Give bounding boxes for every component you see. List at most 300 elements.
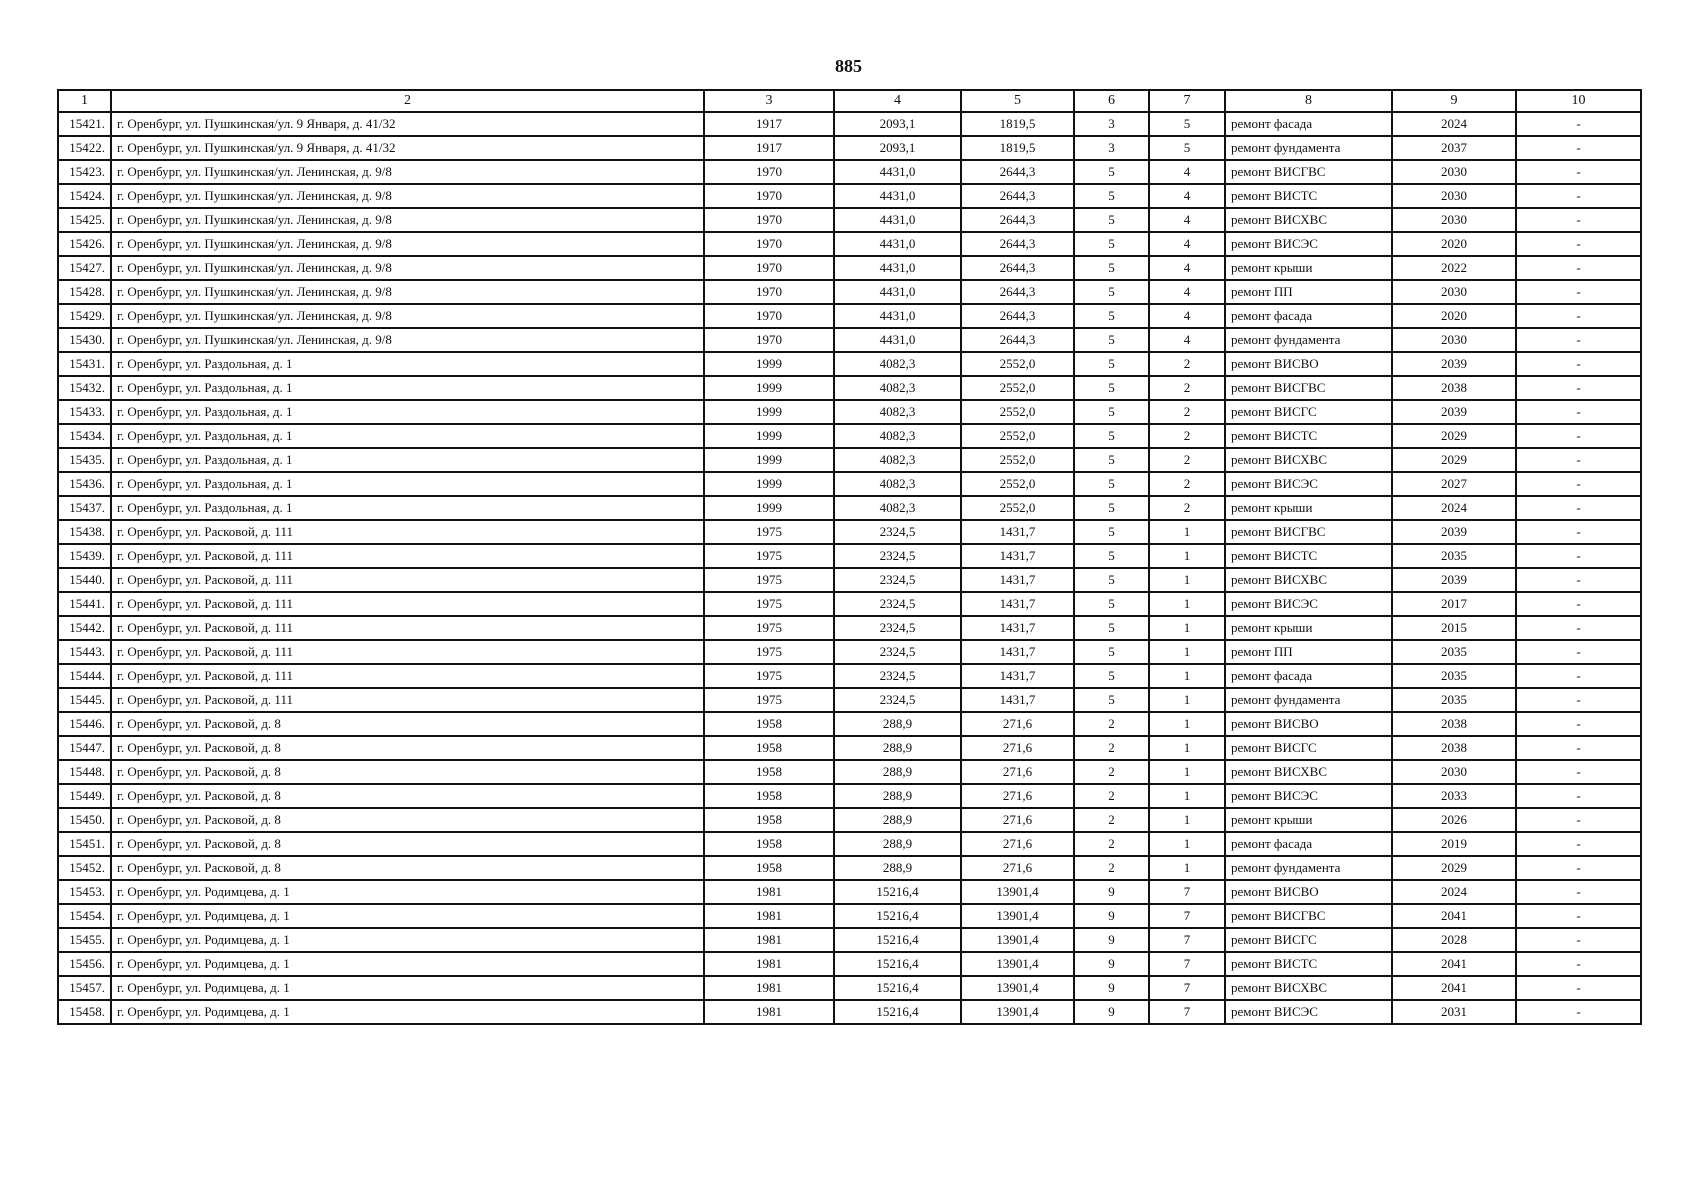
year-cell: 1999 [704, 472, 834, 496]
total-area-cell: 15216,4 [834, 1000, 961, 1024]
year-cell: 1975 [704, 616, 834, 640]
floors-cell: 5 [1074, 568, 1149, 592]
address-cell: г. Оренбург, ул. Расковой, д. 111 [111, 688, 704, 712]
note-cell: - [1516, 616, 1641, 640]
table-row [58, 544, 1641, 568]
row-number-cell: 15434. [58, 424, 111, 448]
floors-cell: 5 [1074, 184, 1149, 208]
row-number-cell: 15455. [58, 928, 111, 952]
work-type-cell: ремонт ВИСВО [1225, 880, 1392, 904]
address-cell: г. Оренбург, ул. Расковой, д. 111 [111, 544, 704, 568]
row-number-cell: 15458. [58, 1000, 111, 1024]
year-cell: 1970 [704, 184, 834, 208]
living-area-cell: 13901,4 [961, 904, 1074, 928]
note-cell: - [1516, 880, 1641, 904]
plan-year-cell: 2020 [1392, 232, 1516, 256]
entrances-cell: 1 [1149, 568, 1225, 592]
row-number-cell: 15453. [58, 880, 111, 904]
row-number-cell: 15423. [58, 160, 111, 184]
living-area-cell: 271,6 [961, 784, 1074, 808]
floors-cell: 5 [1074, 304, 1149, 328]
plan-year-cell: 2029 [1392, 424, 1516, 448]
plan-year-cell: 2027 [1392, 472, 1516, 496]
year-cell: 1958 [704, 808, 834, 832]
living-area-cell: 271,6 [961, 856, 1074, 880]
work-type-cell: ремонт ВИСВО [1225, 712, 1392, 736]
floors-cell: 5 [1074, 208, 1149, 232]
total-area-cell: 4431,0 [834, 208, 961, 232]
year-cell: 1970 [704, 280, 834, 304]
note-cell: - [1516, 232, 1641, 256]
address-cell: г. Оренбург, ул. Расковой, д. 8 [111, 736, 704, 760]
work-type-cell: ремонт ВИСХВС [1225, 208, 1392, 232]
work-type-cell: ремонт ВИСТС [1225, 424, 1392, 448]
total-area-cell: 288,9 [834, 760, 961, 784]
living-area-cell: 271,6 [961, 712, 1074, 736]
floors-cell: 5 [1074, 448, 1149, 472]
work-type-cell: ремонт ВИСГВС [1225, 376, 1392, 400]
year-cell: 1958 [704, 856, 834, 880]
plan-year-cell: 2035 [1392, 544, 1516, 568]
entrances-cell: 1 [1149, 760, 1225, 784]
note-cell: - [1516, 928, 1641, 952]
row-number-cell: 15457. [58, 976, 111, 1000]
row-number-cell: 15429. [58, 304, 111, 328]
work-type-cell: ремонт ВИСЭС [1225, 1000, 1392, 1024]
total-area-cell: 288,9 [834, 856, 961, 880]
entrances-cell: 7 [1149, 1000, 1225, 1024]
work-type-cell: ремонт ВИСТС [1225, 952, 1392, 976]
row-number-cell: 15422. [58, 136, 111, 160]
row-number-cell: 15450. [58, 808, 111, 832]
floors-cell: 5 [1074, 328, 1149, 352]
address-cell: г. Оренбург, ул. Расковой, д. 111 [111, 616, 704, 640]
note-cell: - [1516, 664, 1641, 688]
address-cell: г. Оренбург, ул. Родимцева, д. 1 [111, 928, 704, 952]
plan-year-cell: 2041 [1392, 952, 1516, 976]
year-cell: 1975 [704, 544, 834, 568]
entrances-cell: 1 [1149, 688, 1225, 712]
plan-year-cell: 2026 [1392, 808, 1516, 832]
column-header: 2 [111, 90, 704, 112]
address-cell: г. Оренбург, ул. Расковой, д. 8 [111, 832, 704, 856]
table-row [58, 808, 1641, 832]
entrances-cell: 2 [1149, 400, 1225, 424]
row-number-cell: 15432. [58, 376, 111, 400]
living-area-cell: 2644,3 [961, 304, 1074, 328]
entrances-cell: 4 [1149, 328, 1225, 352]
floors-cell: 2 [1074, 784, 1149, 808]
floors-cell: 9 [1074, 952, 1149, 976]
total-area-cell: 2324,5 [834, 568, 961, 592]
living-area-cell: 2644,3 [961, 208, 1074, 232]
floors-cell: 9 [1074, 976, 1149, 1000]
floors-cell: 3 [1074, 136, 1149, 160]
living-area-cell: 13901,4 [961, 928, 1074, 952]
work-type-cell: ремонт ВИСТС [1225, 544, 1392, 568]
note-cell: - [1516, 568, 1641, 592]
work-type-cell: ремонт фундамента [1225, 856, 1392, 880]
plan-year-cell: 2039 [1392, 400, 1516, 424]
year-cell: 1999 [704, 496, 834, 520]
entrances-cell: 1 [1149, 784, 1225, 808]
row-number-cell: 15456. [58, 952, 111, 976]
work-type-cell: ремонт фундамента [1225, 688, 1392, 712]
floors-cell: 2 [1074, 832, 1149, 856]
table-row [58, 736, 1641, 760]
address-cell: г. Оренбург, ул. Раздольная, д. 1 [111, 448, 704, 472]
note-cell: - [1516, 472, 1641, 496]
work-type-cell: ремонт ВИСЭС [1225, 784, 1392, 808]
plan-year-cell: 2038 [1392, 376, 1516, 400]
plan-year-cell: 2028 [1392, 928, 1516, 952]
table-row [58, 160, 1641, 184]
year-cell: 1958 [704, 736, 834, 760]
floors-cell: 2 [1074, 808, 1149, 832]
repair-schedule-table [57, 89, 1642, 1025]
plan-year-cell: 2039 [1392, 352, 1516, 376]
total-area-cell: 2324,5 [834, 544, 961, 568]
column-header: 8 [1225, 90, 1392, 112]
row-number-cell: 15449. [58, 784, 111, 808]
work-type-cell: ремонт ВИСХВС [1225, 760, 1392, 784]
entrances-cell: 4 [1149, 208, 1225, 232]
living-area-cell: 2552,0 [961, 376, 1074, 400]
entrances-cell: 4 [1149, 232, 1225, 256]
entrances-cell: 4 [1149, 280, 1225, 304]
year-cell: 1958 [704, 760, 834, 784]
note-cell: - [1516, 160, 1641, 184]
year-cell: 1999 [704, 376, 834, 400]
note-cell: - [1516, 304, 1641, 328]
table-row [58, 424, 1641, 448]
table-row [58, 400, 1641, 424]
table-row [58, 520, 1641, 544]
living-area-cell: 1431,7 [961, 688, 1074, 712]
total-area-cell: 2324,5 [834, 688, 961, 712]
year-cell: 1975 [704, 520, 834, 544]
floors-cell: 5 [1074, 664, 1149, 688]
living-area-cell: 13901,4 [961, 880, 1074, 904]
note-cell: - [1516, 808, 1641, 832]
total-area-cell: 15216,4 [834, 880, 961, 904]
address-cell: г. Оренбург, ул. Родимцева, д. 1 [111, 1000, 704, 1024]
entrances-cell: 1 [1149, 712, 1225, 736]
total-area-cell: 4082,3 [834, 424, 961, 448]
note-cell: - [1516, 976, 1641, 1000]
total-area-cell: 4431,0 [834, 232, 961, 256]
floors-cell: 3 [1074, 112, 1149, 136]
note-cell: - [1516, 448, 1641, 472]
year-cell: 1981 [704, 976, 834, 1000]
floors-cell: 5 [1074, 496, 1149, 520]
plan-year-cell: 2030 [1392, 760, 1516, 784]
year-cell: 1958 [704, 784, 834, 808]
table-row [58, 376, 1641, 400]
row-number-cell: 15435. [58, 448, 111, 472]
total-area-cell: 4082,3 [834, 352, 961, 376]
column-header: 5 [961, 90, 1074, 112]
total-area-cell: 2324,5 [834, 520, 961, 544]
address-cell: г. Оренбург, ул. Раздольная, д. 1 [111, 352, 704, 376]
address-cell: г. Оренбург, ул. Раздольная, д. 1 [111, 472, 704, 496]
address-cell: г. Оренбург, ул. Родимцева, д. 1 [111, 976, 704, 1000]
row-number-cell: 15431. [58, 352, 111, 376]
plan-year-cell: 2035 [1392, 664, 1516, 688]
address-cell: г. Оренбург, ул. Раздольная, д. 1 [111, 496, 704, 520]
row-number-cell: 15426. [58, 232, 111, 256]
work-type-cell: ремонт ВИСЭС [1225, 592, 1392, 616]
entrances-cell: 5 [1149, 136, 1225, 160]
entrances-cell: 1 [1149, 616, 1225, 640]
table-row [58, 832, 1641, 856]
row-number-cell: 15437. [58, 496, 111, 520]
floors-cell: 5 [1074, 616, 1149, 640]
table-row [58, 232, 1641, 256]
note-cell: - [1516, 592, 1641, 616]
note-cell: - [1516, 904, 1641, 928]
work-type-cell: ремонт фасада [1225, 112, 1392, 136]
living-area-cell: 1431,7 [961, 592, 1074, 616]
entrances-cell: 2 [1149, 472, 1225, 496]
address-cell: г. Оренбург, ул. Расковой, д. 111 [111, 520, 704, 544]
entrances-cell: 1 [1149, 808, 1225, 832]
year-cell: 1999 [704, 352, 834, 376]
floors-cell: 9 [1074, 928, 1149, 952]
total-area-cell: 2324,5 [834, 640, 961, 664]
entrances-cell: 1 [1149, 520, 1225, 544]
total-area-cell: 288,9 [834, 832, 961, 856]
address-cell: г. Оренбург, ул. Пушкинская/ул. Ленинская, д. 9/8 [111, 232, 704, 256]
entrances-cell: 2 [1149, 496, 1225, 520]
floors-cell: 5 [1074, 640, 1149, 664]
work-type-cell: ремонт крыши [1225, 496, 1392, 520]
total-area-cell: 4082,3 [834, 496, 961, 520]
year-cell: 1970 [704, 328, 834, 352]
entrances-cell: 7 [1149, 904, 1225, 928]
table-row [58, 712, 1641, 736]
total-area-cell: 4431,0 [834, 280, 961, 304]
plan-year-cell: 2030 [1392, 184, 1516, 208]
plan-year-cell: 2030 [1392, 280, 1516, 304]
entrances-cell: 1 [1149, 640, 1225, 664]
work-type-cell: ремонт ВИСГС [1225, 736, 1392, 760]
address-cell: г. Оренбург, ул. Пушкинская/ул. 9 Января, д. 41/32 [111, 136, 704, 160]
work-type-cell: ремонт фасада [1225, 664, 1392, 688]
year-cell: 1975 [704, 688, 834, 712]
total-area-cell: 4431,0 [834, 160, 961, 184]
entrances-cell: 1 [1149, 544, 1225, 568]
note-cell: - [1516, 280, 1641, 304]
note-cell: - [1516, 784, 1641, 808]
table-row [58, 592, 1641, 616]
year-cell: 1975 [704, 592, 834, 616]
note-cell: - [1516, 496, 1641, 520]
note-cell: - [1516, 856, 1641, 880]
work-type-cell: ремонт ВИСХВС [1225, 568, 1392, 592]
floors-cell: 5 [1074, 544, 1149, 568]
plan-year-cell: 2029 [1392, 448, 1516, 472]
living-area-cell: 271,6 [961, 760, 1074, 784]
total-area-cell: 2093,1 [834, 112, 961, 136]
work-type-cell: ремонт ВИСГВС [1225, 904, 1392, 928]
living-area-cell: 271,6 [961, 808, 1074, 832]
entrances-cell: 7 [1149, 952, 1225, 976]
row-number-cell: 15447. [58, 736, 111, 760]
living-area-cell: 271,6 [961, 832, 1074, 856]
note-cell: - [1516, 520, 1641, 544]
column-header: 7 [1149, 90, 1225, 112]
note-cell: - [1516, 760, 1641, 784]
row-number-cell: 15441. [58, 592, 111, 616]
address-cell: г. Оренбург, ул. Пушкинская/ул. Ленинская, д. 9/8 [111, 304, 704, 328]
plan-year-cell: 2024 [1392, 112, 1516, 136]
table-body [58, 112, 1641, 1024]
column-header: 9 [1392, 90, 1516, 112]
year-cell: 1981 [704, 952, 834, 976]
entrances-cell: 2 [1149, 376, 1225, 400]
year-cell: 1999 [704, 424, 834, 448]
plan-year-cell: 2020 [1392, 304, 1516, 328]
table-row [58, 496, 1641, 520]
plan-year-cell: 2029 [1392, 856, 1516, 880]
plan-year-cell: 2031 [1392, 1000, 1516, 1024]
row-number-cell: 15427. [58, 256, 111, 280]
plan-year-cell: 2041 [1392, 904, 1516, 928]
floors-cell: 5 [1074, 352, 1149, 376]
living-area-cell: 2552,0 [961, 448, 1074, 472]
note-cell: - [1516, 952, 1641, 976]
total-area-cell: 15216,4 [834, 976, 961, 1000]
total-area-cell: 4082,3 [834, 448, 961, 472]
table-row [58, 352, 1641, 376]
floors-cell: 9 [1074, 880, 1149, 904]
floors-cell: 5 [1074, 376, 1149, 400]
row-number-cell: 15436. [58, 472, 111, 496]
address-cell: г. Оренбург, ул. Расковой, д. 111 [111, 592, 704, 616]
table-row [58, 928, 1641, 952]
work-type-cell: ремонт ВИСХВС [1225, 448, 1392, 472]
living-area-cell: 1431,7 [961, 616, 1074, 640]
total-area-cell: 288,9 [834, 712, 961, 736]
total-area-cell: 288,9 [834, 784, 961, 808]
work-type-cell: ремонт ВИСВО [1225, 352, 1392, 376]
living-area-cell: 2644,3 [961, 256, 1074, 280]
plan-year-cell: 2030 [1392, 328, 1516, 352]
year-cell: 1917 [704, 136, 834, 160]
year-cell: 1975 [704, 640, 834, 664]
floors-cell: 5 [1074, 592, 1149, 616]
note-cell: - [1516, 1000, 1641, 1024]
living-area-cell: 2552,0 [961, 400, 1074, 424]
entrances-cell: 4 [1149, 304, 1225, 328]
plan-year-cell: 2024 [1392, 880, 1516, 904]
note-cell: - [1516, 328, 1641, 352]
table-row [58, 448, 1641, 472]
address-cell: г. Оренбург, ул. Родимцева, д. 1 [111, 952, 704, 976]
table-row [58, 112, 1641, 136]
year-cell: 1970 [704, 160, 834, 184]
living-area-cell: 2644,3 [961, 328, 1074, 352]
note-cell: - [1516, 400, 1641, 424]
address-cell: г. Оренбург, ул. Раздольная, д. 1 [111, 376, 704, 400]
page-number: 885 [835, 56, 862, 76]
living-area-cell: 2644,3 [961, 232, 1074, 256]
plan-year-cell: 2024 [1392, 496, 1516, 520]
living-area-cell: 2552,0 [961, 352, 1074, 376]
address-cell: г. Оренбург, ул. Пушкинская/ул. Ленинская, д. 9/8 [111, 328, 704, 352]
work-type-cell: ремонт ВИСГВС [1225, 520, 1392, 544]
living-area-cell: 2552,0 [961, 472, 1074, 496]
address-cell: г. Оренбург, ул. Расковой, д. 111 [111, 568, 704, 592]
living-area-cell: 1431,7 [961, 640, 1074, 664]
living-area-cell: 2644,3 [961, 184, 1074, 208]
living-area-cell: 2552,0 [961, 424, 1074, 448]
note-cell: - [1516, 832, 1641, 856]
table-row [58, 184, 1641, 208]
table-row [58, 616, 1641, 640]
total-area-cell: 15216,4 [834, 952, 961, 976]
plan-year-cell: 2017 [1392, 592, 1516, 616]
living-area-cell: 13901,4 [961, 952, 1074, 976]
row-number-cell: 15421. [58, 112, 111, 136]
floors-cell: 2 [1074, 736, 1149, 760]
row-number-cell: 15424. [58, 184, 111, 208]
living-area-cell: 2644,3 [961, 160, 1074, 184]
year-cell: 1958 [704, 832, 834, 856]
table-row [58, 880, 1641, 904]
entrances-cell: 1 [1149, 832, 1225, 856]
plan-year-cell: 2030 [1392, 160, 1516, 184]
total-area-cell: 4431,0 [834, 328, 961, 352]
year-cell: 1917 [704, 112, 834, 136]
entrances-cell: 4 [1149, 256, 1225, 280]
row-number-cell: 15446. [58, 712, 111, 736]
address-cell: г. Оренбург, ул. Расковой, д. 111 [111, 640, 704, 664]
note-cell: - [1516, 688, 1641, 712]
address-cell: г. Оренбург, ул. Пушкинская/ул. Ленинская, д. 9/8 [111, 280, 704, 304]
year-cell: 1981 [704, 1000, 834, 1024]
floors-cell: 5 [1074, 520, 1149, 544]
column-header: 3 [704, 90, 834, 112]
plan-year-cell: 2035 [1392, 640, 1516, 664]
total-area-cell: 288,9 [834, 736, 961, 760]
floors-cell: 5 [1074, 232, 1149, 256]
plan-year-cell: 2039 [1392, 568, 1516, 592]
row-number-cell: 15445. [58, 688, 111, 712]
note-cell: - [1516, 112, 1641, 136]
table-row [58, 1000, 1641, 1024]
note-cell: - [1516, 256, 1641, 280]
row-number-cell: 15444. [58, 664, 111, 688]
total-area-cell: 2093,1 [834, 136, 961, 160]
table-row [58, 784, 1641, 808]
work-type-cell: ремонт фундамента [1225, 136, 1392, 160]
entrances-cell: 7 [1149, 928, 1225, 952]
total-area-cell: 4082,3 [834, 400, 961, 424]
table-row [58, 976, 1641, 1000]
year-cell: 1975 [704, 664, 834, 688]
living-area-cell: 2644,3 [961, 280, 1074, 304]
entrances-cell: 1 [1149, 856, 1225, 880]
work-type-cell: ремонт ВИСГС [1225, 928, 1392, 952]
address-cell: г. Оренбург, ул. Пушкинская/ул. Ленинская, д. 9/8 [111, 184, 704, 208]
table-row [58, 952, 1641, 976]
table-row [58, 640, 1641, 664]
plan-year-cell: 2019 [1392, 832, 1516, 856]
living-area-cell: 13901,4 [961, 976, 1074, 1000]
work-type-cell: ремонт фундамента [1225, 328, 1392, 352]
